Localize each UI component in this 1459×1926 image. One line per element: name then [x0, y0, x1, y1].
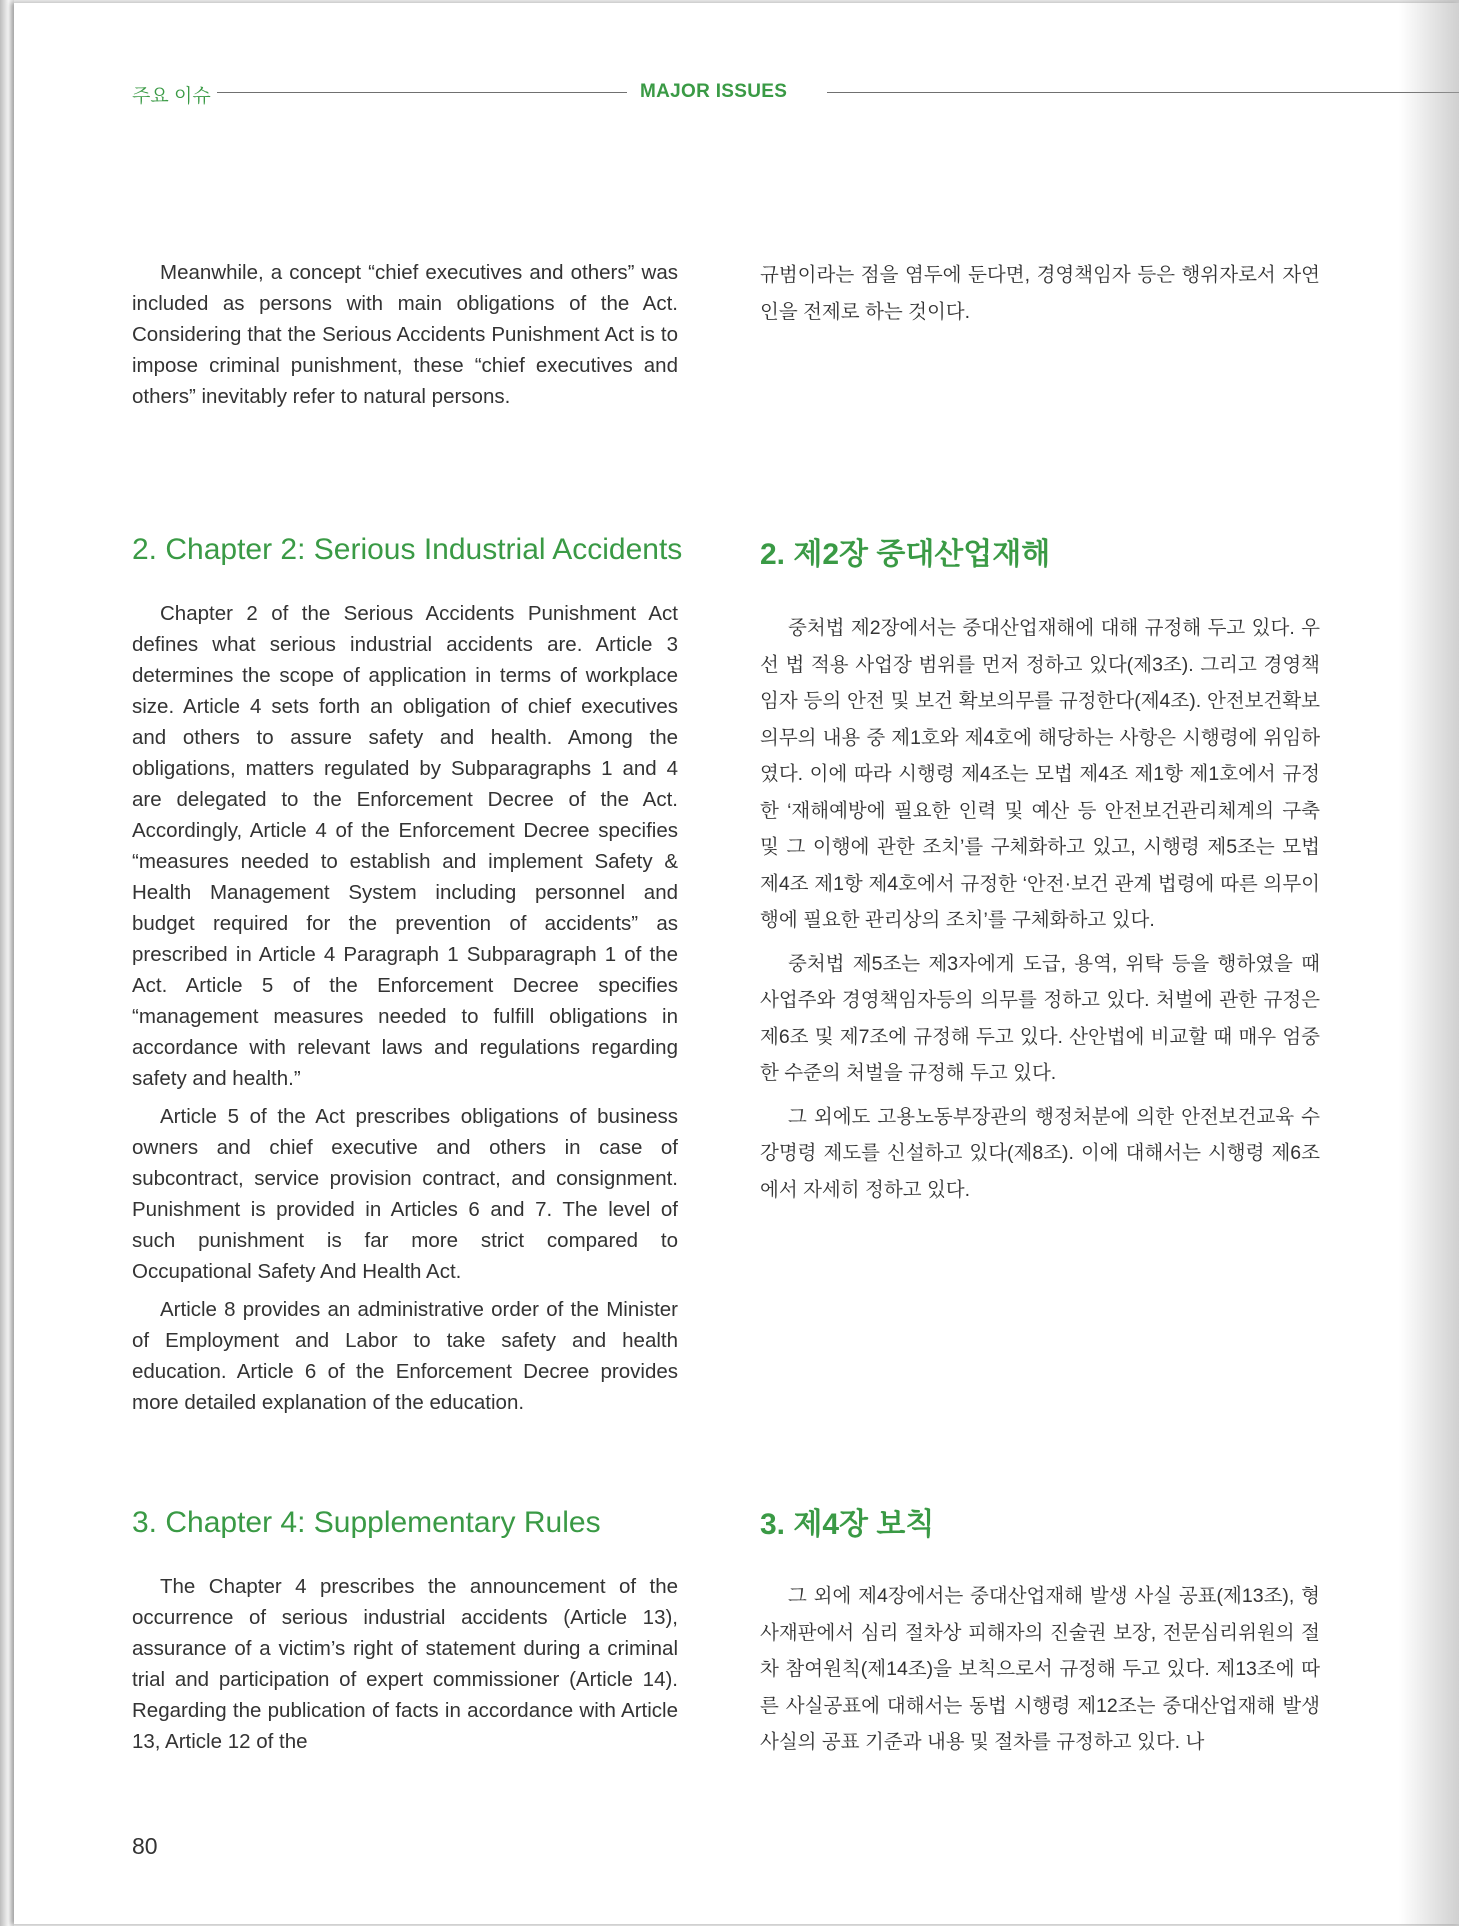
section3-paragraph-korean: 그 외에 제4장에서는 중대산업재해 발생 사실 공표(제13조), 형사재판에서 심리 절차상 피해자의 진술권 보장, 전문심리위원의 절차 참여원칙(제14조)을 보칙으로서 규정해 두고 있다. 제13조에 따른 사실공표에 대해서는 동법 시행령 제12조는 중대산업재해 발생 사실의 공표 기준과 내용 및 절차를 규정하고 있다. 나	[760, 1585, 1320, 1753]
intro-paragraph-english: Meanwhile, a concept “chief executives and others” was included as persons with main obligations of the Act. Considering that the Serious Accidents Punishment Act is to impose criminal punishment, these “chief executives and others” inevitably refer to natural persons.	[132, 261, 678, 408]
section3-heading-english: 3. Chapter 4: Supplementary Rules	[132, 1506, 601, 1539]
section3-paragraph-english: The Chapter 4 prescribes the announcement of the occurrence of serious industrial accidents (Article 13), assurance of a victim’s right of statement during a criminal trial and participation of expert commissioner (Article 14). Regarding the publication of facts in accordance with Article 13, Article 12 of the	[132, 1575, 678, 1753]
section2-heading-english: 2. Chapter 2: Serious Industrial Accidents	[132, 533, 683, 566]
page-edge-left	[0, 0, 14, 1926]
page-number: 80	[132, 1833, 158, 1859]
section2-korean-column	[760, 610, 1320, 1215]
section2-paragraph-korean: 그 외에도 고용노동부장관의 행정처분에 의한 안전보건교육 수강명령 제도를 신설하고 있다(제8조). 이에 대해서는 시행령 제6조에서 자세히 정하고 있다.	[760, 1105, 1320, 1201]
section-label-korean: 주요 이슈	[132, 86, 211, 107]
page-curl-shadow	[1399, 0, 1459, 1926]
magazine-page	[14, 3, 1459, 1924]
section2-paragraph-korean: 중처법 제5조는 제3자에게 도급, 용역, 위탁 등을 행하였을 때 사업주와 경영책임자등의 의무를 정하고 있다. 처벌에 관한 규정은 제6조 및 제7조에 규정해 두고 있다. 산안법에 비교할 때 매우 엄중한 수준의 처벌을 규정해 두고 있다.	[760, 952, 1320, 1084]
intro-paragraph-korean: 규범이라는 점을 염두에 둔다면, 경영책임자 등은 행위자로서 자연인을 전제로 하는 것이다.	[760, 264, 1320, 323]
section-label-english: MAJOR ISSUES	[640, 81, 788, 102]
section3-heading-korean: 3. 제4장 보칙	[760, 1508, 935, 1541]
intro-korean-column	[760, 257, 1320, 337]
section3-korean-column	[760, 1578, 1320, 1768]
section2-english-column	[132, 598, 678, 1425]
intro-english-column	[132, 257, 678, 419]
section2-heading-korean: 2. 제2장 중대산업재해	[760, 538, 1051, 571]
section2-paragraph-english: Article 8 provides an administrative order of the Minister of Employment and Labor to take safety and health education. Article 6 of the Enforcement Decree provides more detailed explanation of the education.	[132, 1298, 678, 1414]
header-rule-left	[217, 92, 627, 93]
section2-paragraph-english: Chapter 2 of the Serious Accidents Punishment Act defines what serious industrial accidents are. Article 3 determines the scope of application in terms of workplace size. Article 4 sets forth an obligation of chief executives and others to assure safety and health. Among the obligations, matters regulated by Subparagraphs 1 and 4 are delegated to the Enforcement Decree of the Act. Accordingly, Article 4 of the Enforcement Decree specifies “measures needed to establish and implement Safety & Health Management System including personnel and budget required for the prevention of accidents” as prescribed in Article 4 Paragraph 1 Subparagraph 1 of the Act. Article 5 of the Enforcement Decree specifies “management measures needed to fulfill obligations in accordance with relevant laws and regulations regarding safety and health.”	[132, 602, 678, 1090]
section2-paragraph-english: Article 5 of the Act prescribes obligations of business owners and chief executive and others in case of subcontract, service provision contract, and consignment. Punishment is provided in Articles 6 and 7. The level of such punishment is far more strict compared to Occupational Safety And Health Act.	[132, 1105, 678, 1283]
header-rule-right	[827, 92, 1459, 93]
section3-english-column	[132, 1571, 678, 1764]
section2-paragraph-korean: 중처법 제2장에서는 중대산업재해에 대해 규정해 두고 있다. 우선 법 적용 사업장 범위를 먼저 정하고 있다(제3조). 그리고 경영책임자 등의 안전 및 보건 확보의무를 규정한다(제4조). 안전보건확보의무의 내용 중 제1호와 제4호에 해당하는 사항은 시행령에 위임하였다. 이에 따라 시행령 제4조는 모법 제4조 제1항 제1호에서 규정한 ‘재해예방에 필요한 인력 및 예산 등 안전보건관리체계의 구축 및 그 이행에 관한 조치’를 구체화하고 있고, 시행령 제5조는 모법 제4조 제1항 제4호에서 규정한 ‘안전·보건 관계 법령에 따른 의무이행에 필요한 관리상의 조치’를 구체화하고 있다.	[760, 617, 1320, 931]
running-header	[132, 81, 1459, 105]
